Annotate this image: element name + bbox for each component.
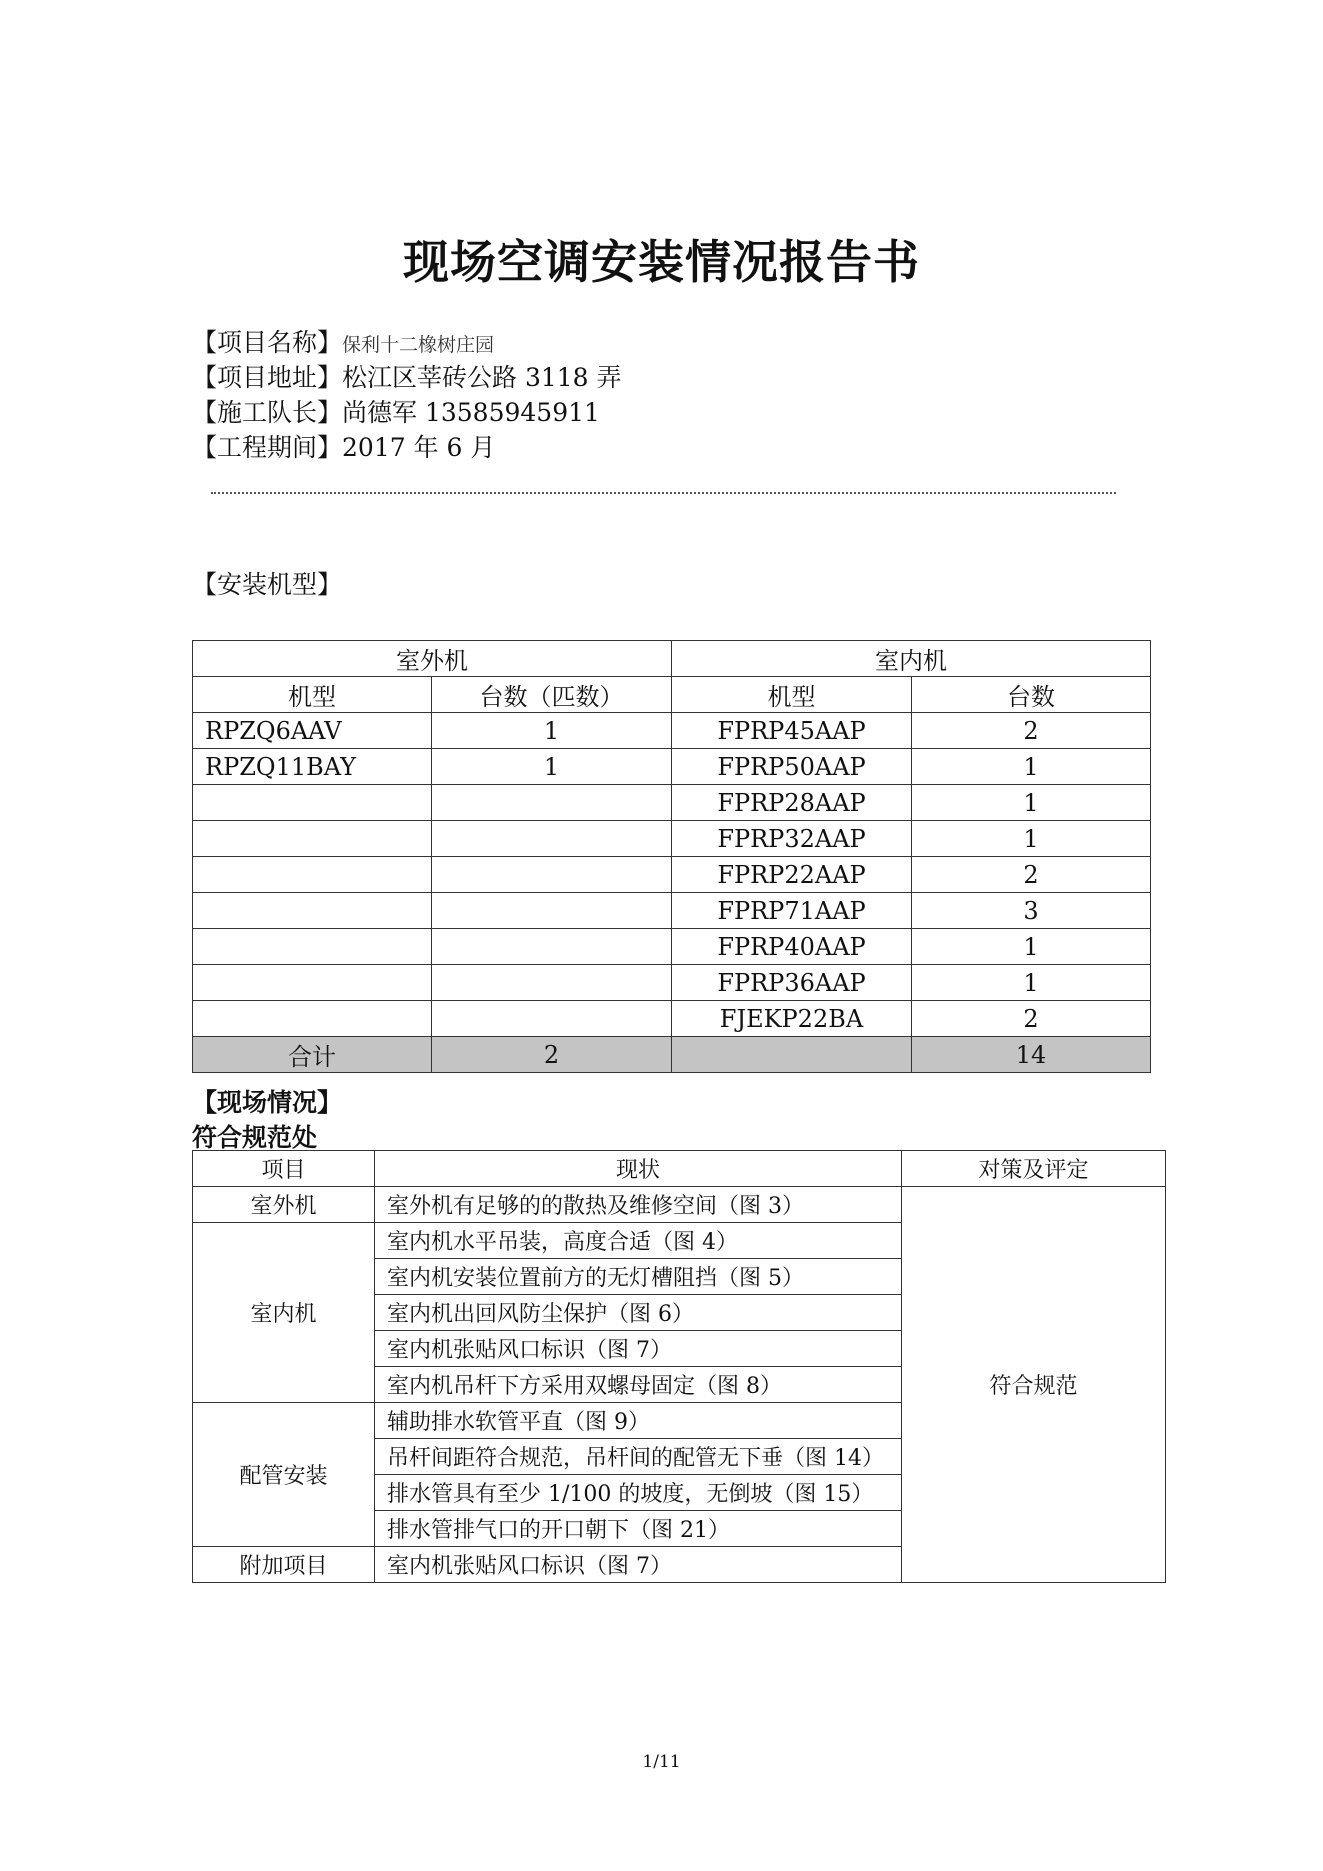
project-name-value: 保利十二橡树庄园 (342, 334, 495, 356)
indoor-model-cell: FJEKP22BA (672, 1001, 912, 1037)
outdoor-model-cell: RPZQ6AAV (193, 713, 432, 749)
page-number: 1/11 (642, 1752, 681, 1772)
indoor-qty-cell: 1 (912, 785, 1151, 821)
team-leader-label: 【施工队长】 (192, 398, 343, 427)
outdoor-qty-cell (432, 1001, 672, 1037)
unit-row (193, 893, 1151, 929)
status-cell: 排水管具有至少 1/100 的坡度，无倒坡（图 15） (375, 1475, 902, 1511)
unit-row (193, 965, 1151, 1001)
outdoor-model-cell (193, 1001, 432, 1037)
indoor-qty-cell: 2 (912, 713, 1151, 749)
outdoor-model-cell (193, 893, 432, 929)
status-cell: 室外机有足够的的散热及维修空间（图 3） (375, 1187, 902, 1223)
installed-units-table (192, 640, 1151, 1073)
indoor-model-cell: FPRP28AAP (672, 785, 912, 821)
indoor-qty-cell: 1 (912, 749, 1151, 785)
page-title: 现场空调安装情况报告书 (403, 235, 920, 289)
unit-row (193, 821, 1151, 857)
unit-row (193, 929, 1151, 965)
outdoor-model-cell (193, 857, 432, 893)
dotted-divider (211, 492, 1116, 494)
outdoor-qty-cell (432, 857, 672, 893)
item-cell: 室内机 (193, 1223, 375, 1403)
verdict-cell: 符合规范 (902, 1187, 1166, 1583)
total-label: 合计 (193, 1037, 432, 1073)
status-cell: 室内机张贴风口标识（图 7） (375, 1547, 902, 1583)
outdoor-qty-cell (432, 893, 672, 929)
measure-header: 对策及评定 (902, 1151, 1166, 1187)
indoor-model-cell: FPRP22AAP (672, 857, 912, 893)
period-label: 【工程期间】 (192, 433, 343, 462)
outdoor-qty-cell: 1 (432, 713, 672, 749)
indoor-qty-cell: 1 (912, 929, 1151, 965)
project-address-line (192, 360, 622, 395)
outdoor-model-cell: RPZQ11BAY (193, 749, 432, 785)
status-header: 现状 (375, 1151, 902, 1187)
project-address-value: 松江区莘砖公路 3118 弄 (342, 363, 622, 392)
unit-row (193, 713, 1151, 749)
indoor-header: 室内机 (672, 641, 1151, 677)
indoor-model-cell: FPRP32AAP (672, 821, 912, 857)
status-cell: 室内机安装位置前方的无灯槽阻挡（图 5） (375, 1259, 902, 1295)
project-name-line (192, 325, 494, 363)
project-address-label: 【项目地址】 (192, 363, 343, 392)
team-leader-line (192, 395, 600, 430)
unit-row (193, 785, 1151, 821)
status-cell: 室内机出回风防尘保护（图 6） (375, 1295, 902, 1331)
team-leader-value: 尚德军 13585945911 (342, 398, 600, 427)
total-indoor-qty: 14 (912, 1037, 1151, 1073)
unit-row (193, 857, 1151, 893)
outdoor-qty-cell (432, 821, 672, 857)
unit-row (193, 749, 1151, 785)
status-cell: 吊杆间距符合规范，吊杆间的配管无下垂（图 14） (375, 1439, 902, 1475)
indoor-model-cell: FPRP40AAP (672, 929, 912, 965)
project-name-label: 【项目名称】 (192, 328, 343, 357)
indoor-qty-cell: 2 (912, 1001, 1151, 1037)
outdoor-qty-cell (432, 929, 672, 965)
outdoor-header: 室外机 (193, 641, 672, 677)
outdoor-model-cell (193, 929, 432, 965)
indoor-model-cell: FPRP45AAP (672, 713, 912, 749)
item-cell: 室外机 (193, 1187, 375, 1223)
outdoor-model-cell (193, 821, 432, 857)
item-header: 项目 (193, 1151, 375, 1187)
unit-row (193, 1001, 1151, 1037)
outdoor-model-header: 机型 (193, 677, 432, 713)
outdoor-model-cell (193, 965, 432, 1001)
period-value: 2017 年 6 月 (342, 433, 496, 462)
onsite-compliance-table (192, 1150, 1166, 1583)
outdoor-qty-cell: 1 (432, 749, 672, 785)
status-cell: 室内机水平吊装，高度合适（图 4） (375, 1223, 902, 1259)
outdoor-qty-cell (432, 965, 672, 1001)
compliance-row (193, 1187, 1166, 1223)
outdoor-qty-cell (432, 785, 672, 821)
outdoor-model-cell (193, 785, 432, 821)
status-cell: 辅助排水软管平直（图 9） (375, 1403, 902, 1439)
status-cell: 室内机张贴风口标识（图 7） (375, 1331, 902, 1367)
total-row (193, 1037, 1151, 1073)
outdoor-qty-header: 台数（匹数） (432, 677, 672, 713)
onsite-section-heading: 【现场情况】 (192, 1088, 343, 1117)
status-cell: 排水管排气口的开口朝下（图 21） (375, 1511, 902, 1547)
indoor-qty-cell: 1 (912, 965, 1151, 1001)
indoor-qty-header: 台数 (912, 677, 1151, 713)
units-section-heading: 【安装机型】 (192, 570, 343, 599)
period-line (192, 430, 495, 465)
indoor-model-header: 机型 (672, 677, 912, 713)
indoor-model-cell: FPRP71AAP (672, 893, 912, 929)
compliant-heading: 符合规范处 (192, 1123, 318, 1152)
indoor-qty-cell: 1 (912, 821, 1151, 857)
indoor-model-cell: FPRP50AAP (672, 749, 912, 785)
item-cell: 配管安装 (193, 1403, 375, 1547)
total-outdoor-qty: 2 (432, 1037, 672, 1073)
item-cell: 附加项目 (193, 1547, 375, 1583)
indoor-model-cell: FPRP36AAP (672, 965, 912, 1001)
indoor-qty-cell: 2 (912, 857, 1151, 893)
total-indoor-model (672, 1037, 912, 1073)
status-cell: 室内机吊杆下方采用双螺母固定（图 8） (375, 1367, 902, 1403)
indoor-qty-cell: 3 (912, 893, 1151, 929)
